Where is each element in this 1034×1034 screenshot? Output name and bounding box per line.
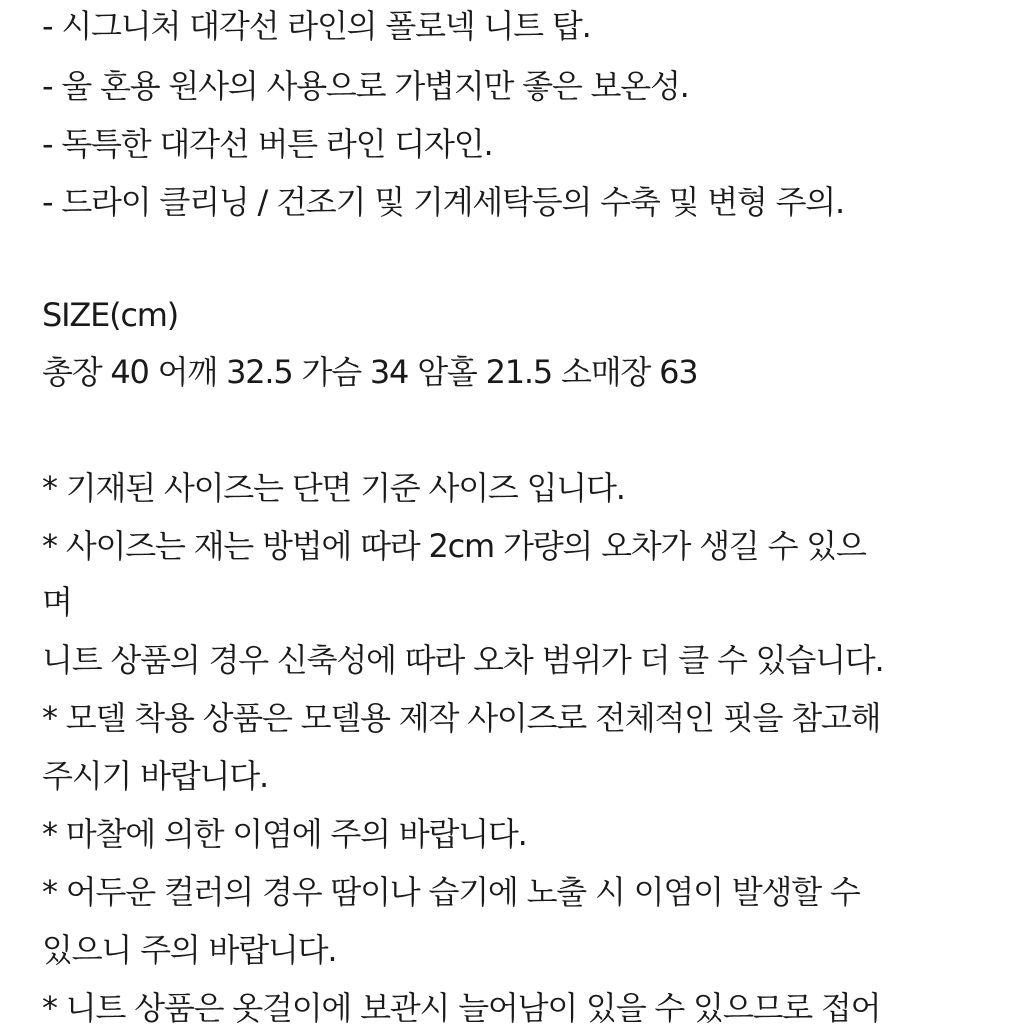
note-line: * 마찰에 의한 이염에 주의 바랍니다. (42, 815, 527, 853)
size-measurements: 총장 40 어깨 32.5 가슴 34 암홀 21.5 소매장 63 (42, 353, 698, 391)
note-line: 있으니 주의 바랍니다. (42, 931, 337, 969)
size-heading: SIZE(cm) (42, 296, 179, 334)
note-line: 며 (42, 583, 72, 621)
note-line: * 사이즈는 재는 방법에 따라 2cm 가량의 오차가 생길 수 있으 (42, 527, 866, 565)
feature-line: - 드라이 클리닝 / 건조기 및 기계세탁등의 수축 및 변형 주의. (42, 183, 844, 221)
note-line: * 기재된 사이즈는 단면 기준 사이즈 입니다. (42, 469, 625, 507)
feature-line: - 시그니처 대각선 라인의 폴로넥 니트 탑. (42, 7, 591, 45)
note-line: * 니트 상품은 옷걸이에 보관시 늘어남이 있을 수 있으므로 접어 (42, 989, 881, 1027)
note-line: 니트 상품의 경우 신축성에 따라 오차 범위가 더 클 수 있습니다. (42, 641, 884, 679)
feature-line: - 독특한 대각선 버튼 라인 디자인. (42, 125, 493, 163)
feature-line: - 울 혼용 원사의 사용으로 가볍지만 좋은 보온성. (42, 67, 689, 105)
note-line: 주시기 바랍니다. (42, 757, 268, 795)
note-line: * 모델 착용 상품은 모델용 제작 사이즈로 전체적인 핏을 참고해 (42, 699, 881, 737)
note-line: * 어두운 컬러의 경우 땀이나 습기에 노출 시 이염이 발생할 수 (42, 873, 860, 911)
